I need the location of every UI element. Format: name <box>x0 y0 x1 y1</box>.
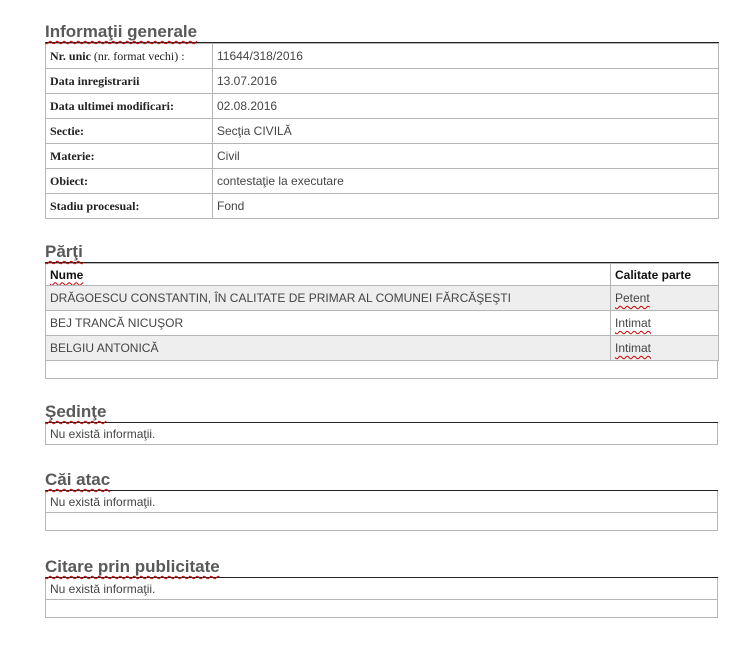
sedinte-title: Şedinţe <box>45 402 718 423</box>
parti-table <box>45 263 719 361</box>
general-section <box>45 22 719 219</box>
row-label: Obiect: <box>46 169 213 194</box>
row-value: 13.07.2016 <box>213 69 719 94</box>
row-label: Sectie: <box>46 119 213 144</box>
table-row <box>46 336 719 361</box>
parti-footer <box>45 361 718 379</box>
citare-title: Citare prin publicitate <box>45 557 718 578</box>
citare-section <box>45 557 718 618</box>
row-label: Data inregistrarii <box>46 69 213 94</box>
row-label: Data ultimei modificari: <box>46 94 213 119</box>
parti-title: Părţi <box>45 242 719 263</box>
party-role: Petent <box>615 291 650 305</box>
general-title: Informaţii generale <box>45 22 719 43</box>
table-row <box>46 144 719 169</box>
col-name-header: Nume <box>46 264 611 286</box>
general-table <box>45 43 719 219</box>
row-value: Secţia CIVILĂ <box>213 119 719 144</box>
sedinte-info: Nu există informaţii. <box>45 423 718 445</box>
row-value: 02.08.2016 <box>213 94 719 119</box>
row-value: contestaţie la executare <box>213 169 719 194</box>
table-row <box>46 169 719 194</box>
col-role-header: Calitate parte <box>611 264 719 286</box>
table-header-row <box>46 264 719 286</box>
party-name: DRĂGOESCU CONSTANTIN, ÎN CALITATE DE PRIMAR AL COMUNEI FĂRCĂŞEŞTI <box>46 286 611 311</box>
table-row <box>46 311 719 336</box>
cai-atac-section <box>45 470 718 531</box>
citare-footer <box>45 600 718 618</box>
party-name: BELGIU ANTONICĂ <box>46 336 611 361</box>
table-row <box>46 194 719 219</box>
table-row <box>46 69 719 94</box>
cai-atac-footer <box>45 513 718 531</box>
table-row <box>46 119 719 144</box>
row-value: 11644/318/2016 <box>213 44 719 69</box>
row-value: Fond <box>213 194 719 219</box>
table-row <box>46 94 719 119</box>
table-row <box>46 44 719 69</box>
row-value: Civil <box>213 144 719 169</box>
row-label: Nr. unic <box>50 48 91 63</box>
table-row <box>46 286 719 311</box>
cai-atac-title: Căi atac <box>45 470 718 491</box>
cai-atac-info: Nu există informaţii. <box>45 491 718 513</box>
row-label-extra: (nr. format vechi) : <box>90 48 185 63</box>
row-label: Stadiu procesual: <box>46 194 213 219</box>
parti-section <box>45 242 719 379</box>
row-label: Materie: <box>46 144 213 169</box>
party-name: BEJ TRANCĂ NICUŞOR <box>46 311 611 336</box>
party-role: Intimat <box>615 341 652 355</box>
citare-info: Nu există informaţii. <box>45 578 718 600</box>
party-role: Intimat <box>615 316 652 330</box>
sedinte-section <box>45 402 718 445</box>
